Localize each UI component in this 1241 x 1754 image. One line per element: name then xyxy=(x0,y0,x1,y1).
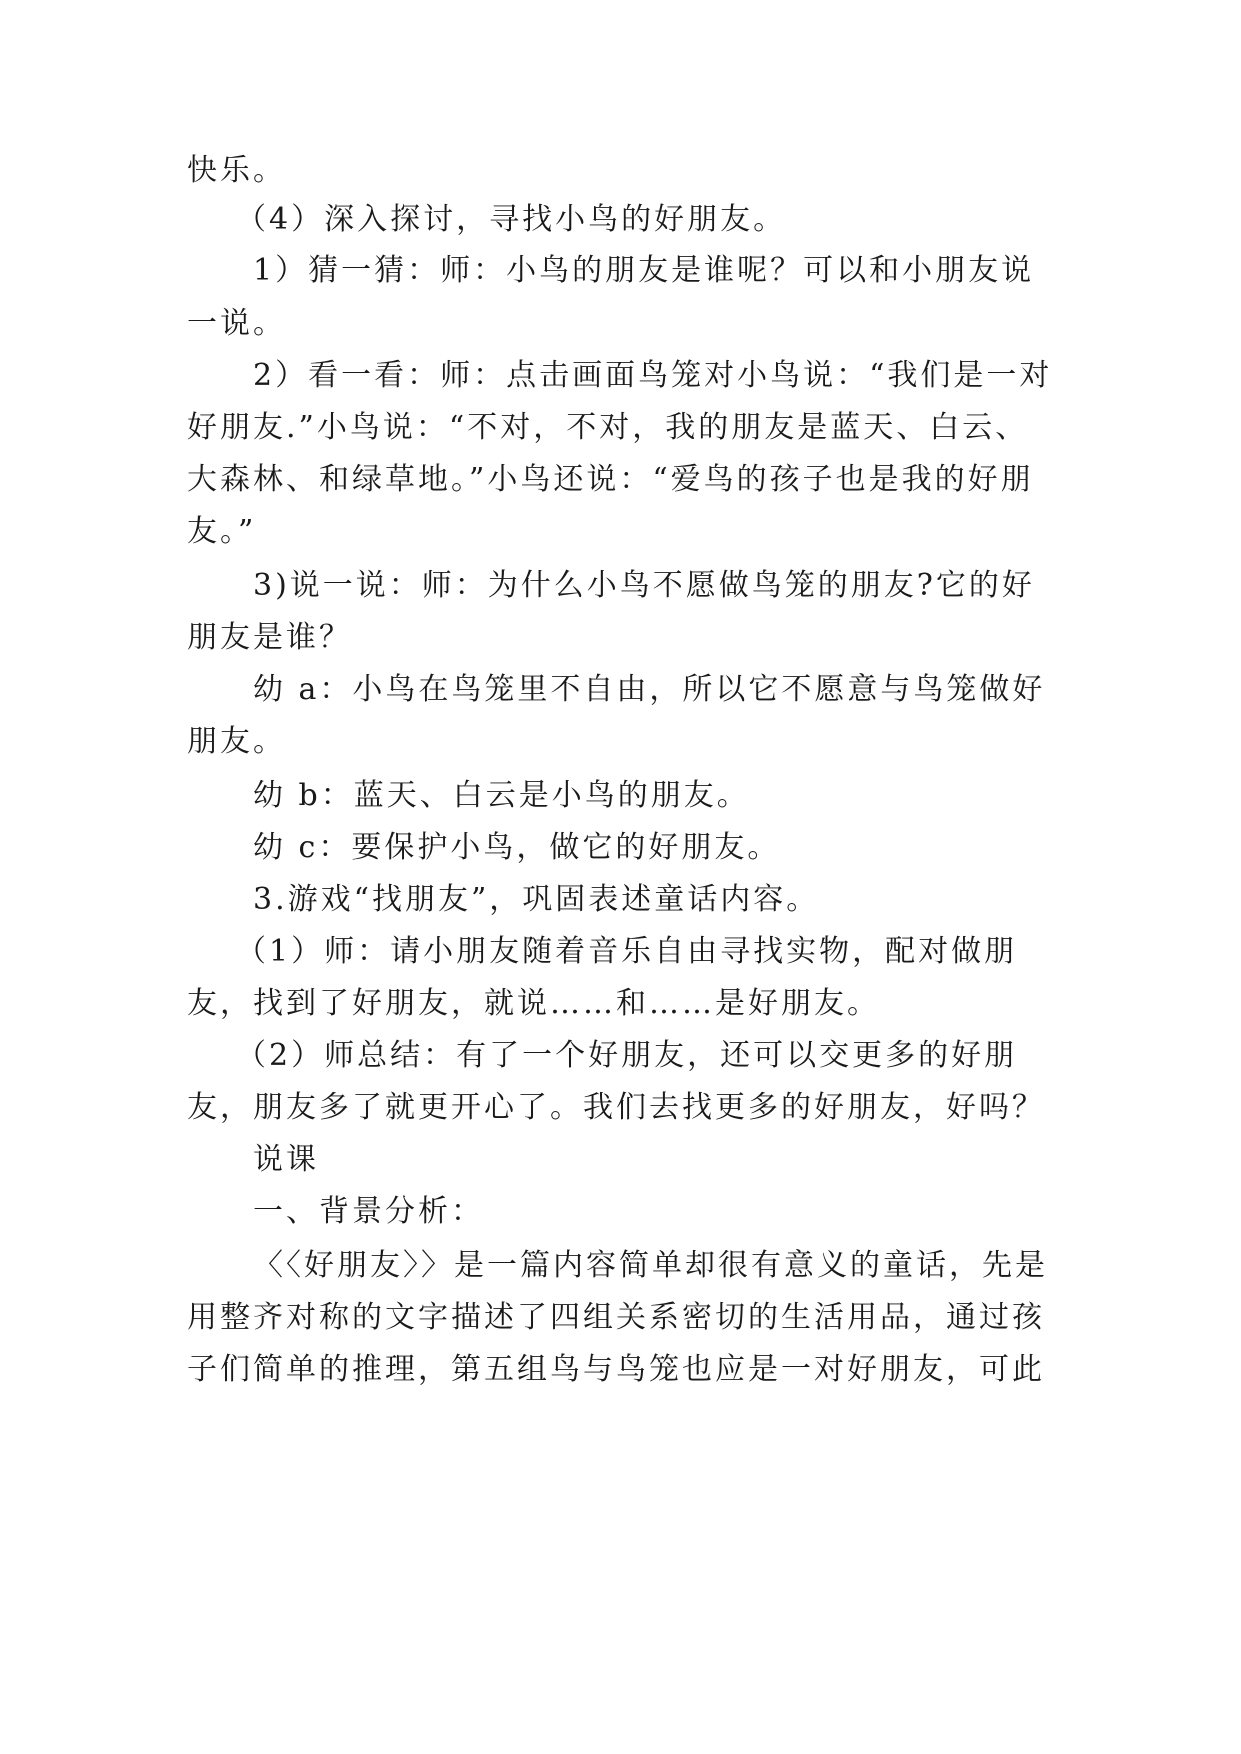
text-line: 幼 c：要保护小鸟，做它的好朋友。 xyxy=(253,830,781,865)
text-line: 幼 a：小鸟在鸟笼里不自由，所以它不愿意与鸟笼做好 xyxy=(253,672,1046,707)
text-line: 快乐。 xyxy=(187,153,286,188)
text-line: 一说。 xyxy=(187,306,286,341)
text-line: 〈〈好朋友〉〉是一篇内容简单却很有意义的童话，先是 xyxy=(253,1248,1048,1283)
text-line: （2）师总结：有了一个好朋友，还可以交更多的好朋 xyxy=(236,1038,1018,1073)
text-line: （1）师：请小朋友随着音乐自由寻找实物，配对做朋 xyxy=(236,934,1018,969)
text-line: 朋友。 xyxy=(187,724,286,759)
text-line: 友，朋友多了就更开心了。我们去找更多的好朋友，好吗？ xyxy=(187,1090,1045,1125)
text-line: 1）猜一猜：师：小鸟的朋友是谁呢？可以和小朋友说 xyxy=(253,253,1035,288)
text-line: 友。” xyxy=(187,514,257,549)
text-line: 用整齐对称的文字描述了四组关系密切的生活用品，通过孩 xyxy=(187,1300,1045,1335)
text-line: 幼 b：蓝天、白云是小鸟的朋友。 xyxy=(253,778,750,813)
text-line: 说课 xyxy=(253,1142,319,1177)
text-line: 子们简单的推理，第五组鸟与鸟笼也应是一对好朋友，可此 xyxy=(187,1352,1045,1387)
text-line: 一、背景分析： xyxy=(253,1194,484,1229)
text-line: 3)说一说：师：为什么小鸟不愿做鸟笼的朋友?它的好 xyxy=(253,568,1035,603)
text-line: （4）深入探讨，寻找小鸟的好朋友。 xyxy=(236,202,787,237)
text-line: 好朋友.”小鸟说：“不对，不对，我的朋友是蓝天、白云、 xyxy=(187,410,1029,445)
text-line: 朋友是谁？ xyxy=(187,620,352,655)
text-line: 2）看一看：师：点击画面鸟笼对小鸟说：“我们是一对 xyxy=(253,358,1053,393)
text-line: 大森林、和绿草地。”小鸟还说：“爱鸟的孩子也是我的好朋 xyxy=(187,462,1034,497)
text-line: 友，找到了好朋友，就说……和……是好朋友。 xyxy=(187,986,880,1021)
text-line: 3.游戏“找朋友”，巩固表述童话内容。 xyxy=(253,882,820,917)
